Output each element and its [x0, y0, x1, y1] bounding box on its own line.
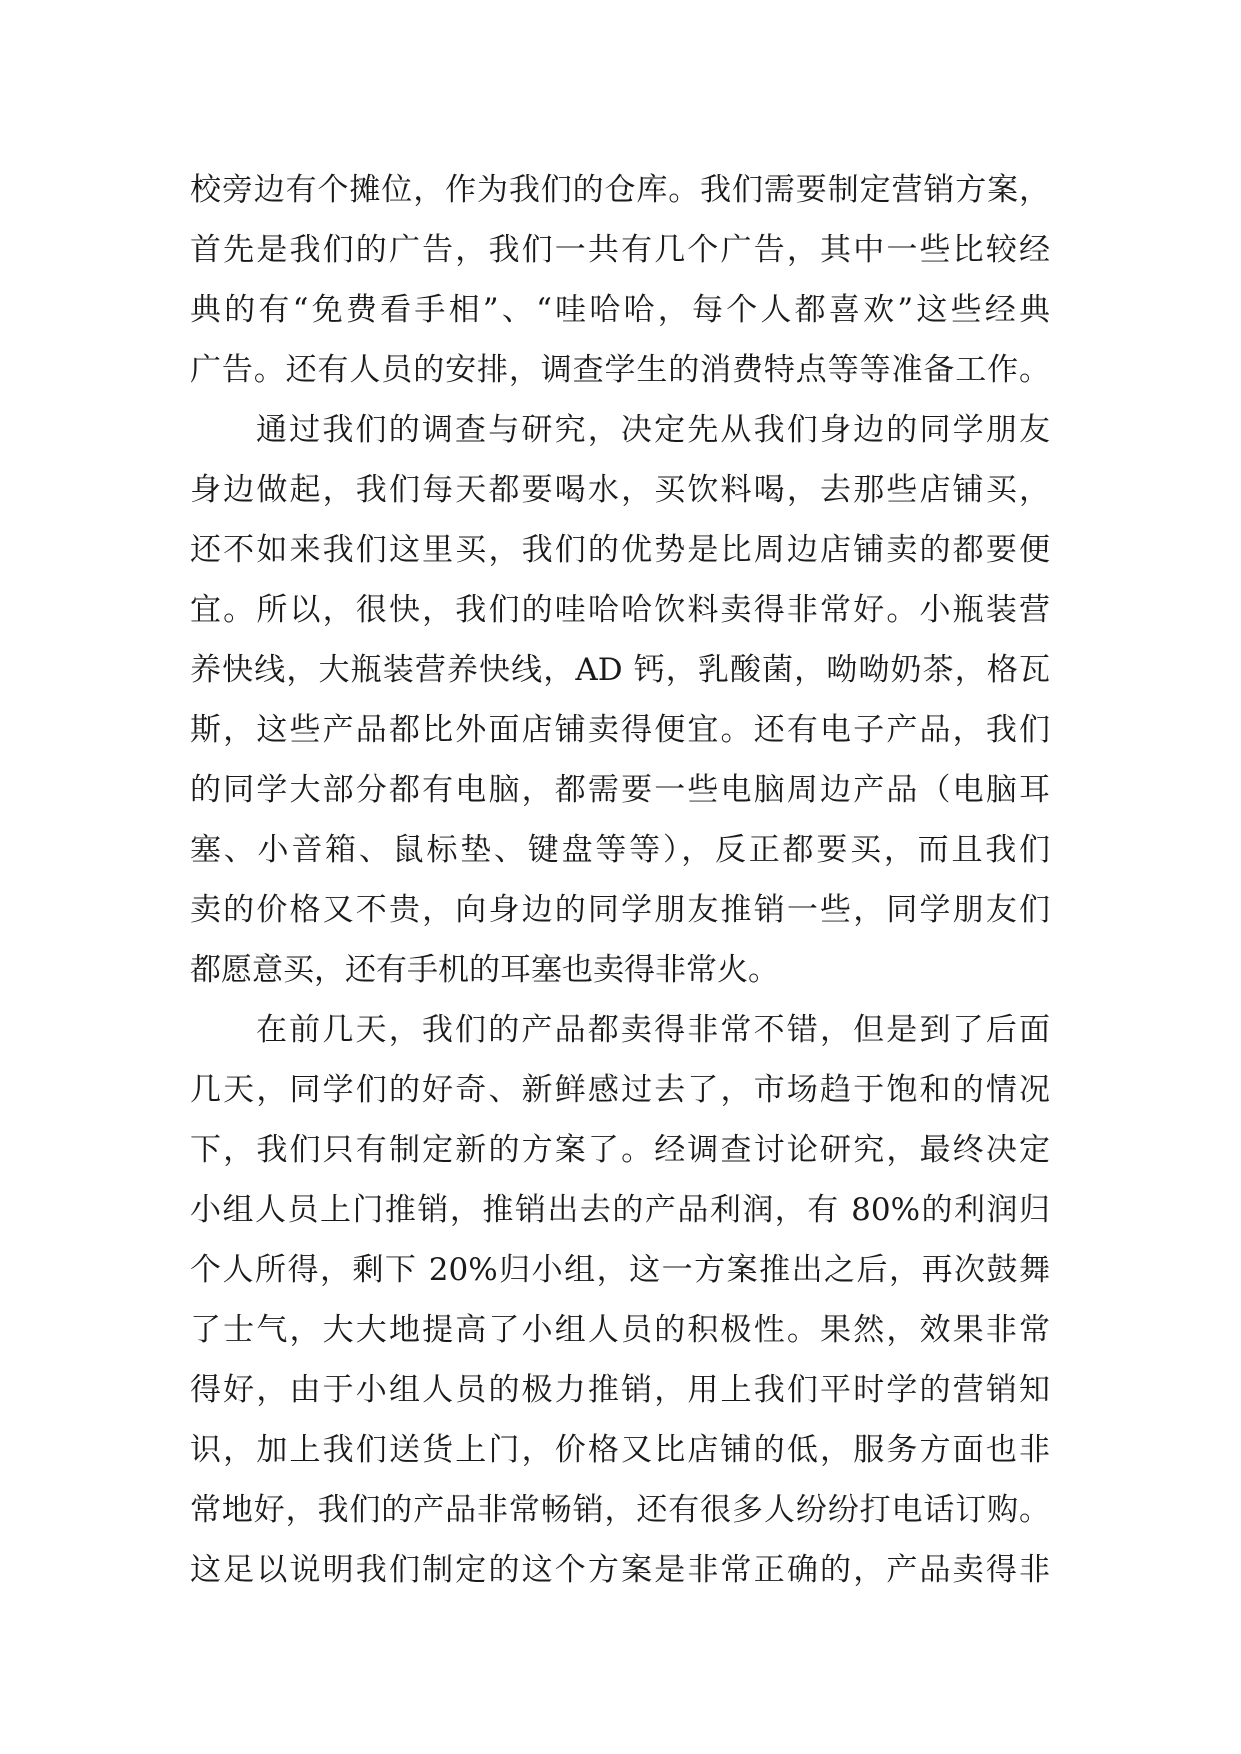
paragraph-2-line-5: 养快线，大瓶装营养快线，AD 钙，乳酸菌，呦呦奶茶，格瓦 [190, 652, 1050, 688]
paragraph-2-line-1: 通过我们的调查与研究，决定先从我们身边的同学朋友 [256, 412, 1050, 448]
paragraph-2-line-7: 的同学大部分都有电脑，都需要一些电脑周边产品（电脑耳 [190, 772, 1050, 808]
paragraph-1-line-1: 校旁边有个摊位，作为我们的仓库。我们需要制定营销方案， [190, 172, 1050, 208]
paragraph-1-line-2: 首先是我们的广告，我们一共有几个广告，其中一些比较经 [190, 232, 1050, 268]
paragraph-3-line-8: 识，加上我们送货上门，价格又比店铺的低，服务方面也非 [190, 1432, 1050, 1468]
paragraph-3-line-9: 常地好，我们的产品非常畅销，还有很多人纷纷打电话订购。 [190, 1492, 1050, 1528]
paragraph-3-line-10: 这足以说明我们制定的这个方案是非常正确的，产品卖得非 [190, 1552, 1050, 1588]
paragraph-3-line-4: 小组人员上门推销，推销出去的产品利润，有 80%的利润归 [190, 1192, 1050, 1228]
paragraph-2-line-9: 卖的价格又不贵，向身边的同学朋友推销一些，同学朋友们 [190, 892, 1050, 928]
paragraph-2-line-6: 斯，这些产品都比外面店铺卖得便宜。还有电子产品，我们 [190, 712, 1050, 748]
paragraph-1-line-4: 广告。还有人员的安排，调查学生的消费特点等等准备工作。 [190, 352, 1050, 388]
document-body [190, 160, 1050, 1600]
paragraph-3-line-5: 个人所得，剩下 20%归小组，这一方案推出之后，再次鼓舞 [190, 1252, 1050, 1288]
paragraph-2-line-10: 都愿意买，还有手机的耳塞也卖得非常火。 [190, 952, 779, 988]
paragraph-2-line-3: 还不如来我们这里买，我们的优势是比周边店铺卖的都要便 [190, 532, 1050, 568]
paragraph-2-line-8: 塞、小音箱、鼠标垫、键盘等等），反正都要买，而且我们 [190, 832, 1050, 868]
paragraph-1-line-3: 典的有“免费看手相”、“哇哈哈，每个人都喜欢”这些经典 [190, 292, 1050, 328]
paragraph-3-line-3: 下，我们只有制定新的方案了。经调查讨论研究，最终决定 [190, 1132, 1050, 1168]
paragraph-3-line-6: 了士气，大大地提高了小组人员的积极性。果然，效果非常 [190, 1312, 1050, 1348]
paragraph-3-line-1: 在前几天，我们的产品都卖得非常不错，但是到了后面 [256, 1012, 1050, 1048]
paragraph-2-line-4: 宜。所以，很快，我们的哇哈哈饮料卖得非常好。小瓶装营 [190, 592, 1050, 628]
paragraph-3-line-2: 几天，同学们的好奇、新鲜感过去了，市场趋于饱和的情况 [190, 1072, 1050, 1108]
paragraph-3-line-7: 得好，由于小组人员的极力推销，用上我们平时学的营销知 [190, 1372, 1050, 1408]
paragraph-2-line-2: 身边做起，我们每天都要喝水，买饮料喝，去那些店铺买， [190, 472, 1050, 508]
